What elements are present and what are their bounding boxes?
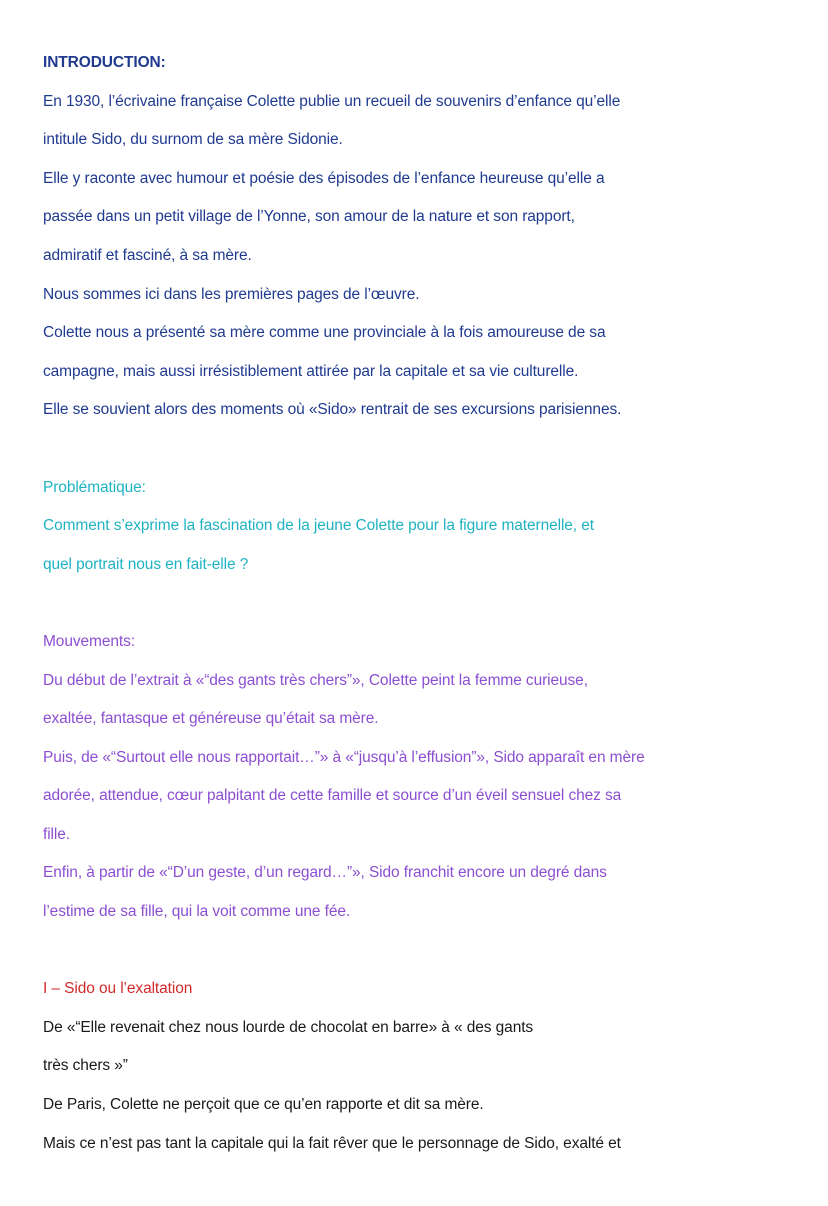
mouvements-line: exaltée, fantasque et généreuse qu’était sa mère. [43, 710, 379, 728]
problematique-heading: Problématique: [43, 478, 146, 496]
spacer [43, 932, 813, 971]
mouvements-heading: Mouvements: [43, 632, 135, 650]
intro-line: intitule Sido, du surnom de sa mère Sidonie. [43, 131, 343, 149]
intro-line: Nous sommes ici dans les premières pages de l’œuvre. [43, 285, 420, 303]
spacer [43, 430, 813, 469]
intro-line: passée dans un petit village de l’Yonne, son amour de la nature et son rapport, [43, 208, 575, 226]
section-paragraph [43, 1009, 813, 1163]
intro-line: Elle y raconte avec humour et poésie des épisodes de l’enfance heureuse qu’elle a [43, 169, 605, 187]
problematique-line: quel portrait nous en fait-elle ? [43, 555, 249, 573]
intro-line: En 1930, l’écrivaine française Colette publie un recueil de souvenirs d’enfance qu’elle [43, 92, 621, 110]
intro-line: Elle se souvient alors des moments où «Sido» rentrait de ses excursions parisiennes. [43, 401, 622, 419]
mouvements-line: Du début de l’extrait à «“des gants très chers”», Colette peint la femme curieuse, [43, 671, 588, 689]
section-line: très chers »” [43, 1057, 128, 1075]
intro-line: campagne, mais aussi irrésistiblement attirée par la capitale et sa vie culturelle. [43, 362, 579, 380]
document-page [43, 44, 813, 1163]
intro-line: admiratif et fasciné, à sa mère. [43, 246, 252, 264]
problematique-line: Comment s’exprime la fascination de la jeune Colette pour la figure maternelle, et [43, 517, 594, 535]
mouvements-paragraph [43, 662, 813, 932]
spacer [43, 584, 813, 623]
mouvements-line: l’estime de sa fille, qui la voit comme une fée. [43, 903, 351, 921]
section-heading: I – Sido ou l’exaltation [43, 980, 193, 998]
problematique-paragraph [43, 507, 813, 584]
intro-heading: INTRODUCTION: [43, 54, 166, 71]
section-line: De Paris, Colette ne perçoit que ce qu’en rapporte et dit sa mère. [43, 1096, 484, 1114]
mouvements-line: Puis, de «“Surtout elle nous rapportait…”» à «“jusqu’à l’effusion”», Sido apparaît en mère [43, 748, 645, 766]
intro-paragraph [43, 83, 813, 430]
mouvements-line: Enfin, à partir de «“D’un geste, d’un regard…”», Sido franchit encore un degré dans [43, 864, 607, 882]
intro-line: Colette nous a présenté sa mère comme une provinciale à la fois amoureuse de sa [43, 324, 606, 342]
mouvements-line: adorée, attendue, cœur palpitant de cette famille et source d’un éveil sensuel chez sa [43, 787, 622, 805]
section-line: Mais ce n’est pas tant la capitale qui la fait rêver que le personnage de Sido, exalté et [43, 1134, 621, 1152]
mouvements-line: fille. [43, 825, 70, 843]
section-line: De «“Elle revenait chez nous lourde de chocolat en barre» à « des gants [43, 1018, 534, 1036]
